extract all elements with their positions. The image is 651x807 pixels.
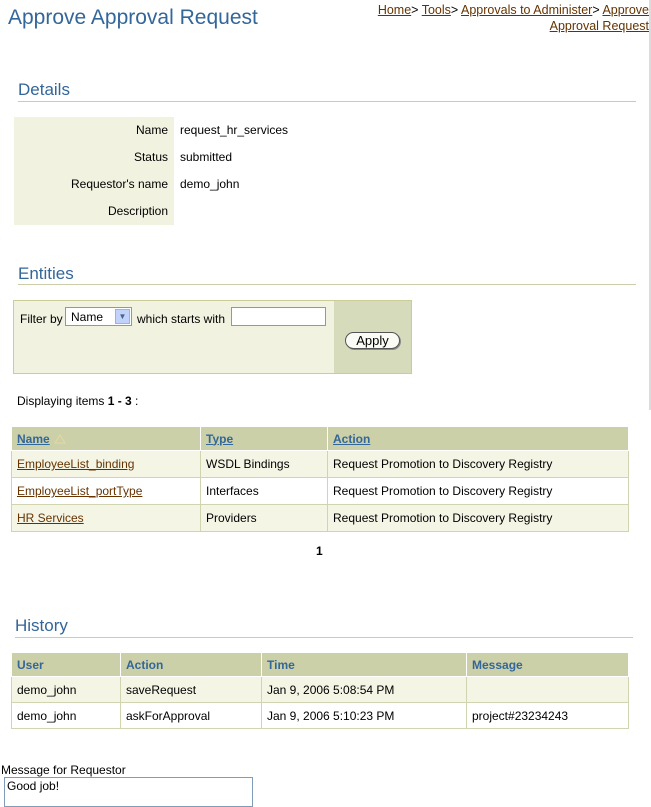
entity-name-cell xyxy=(12,505,201,532)
page-number: 1 xyxy=(316,544,323,558)
details-label: Description xyxy=(107,204,168,218)
breadcrumb xyxy=(349,2,649,34)
column-header-type[interactable] xyxy=(201,427,328,451)
history-user-cell: demo_john xyxy=(12,703,121,729)
details-row-name xyxy=(14,117,344,144)
entity-action-cell: Request Promotion to Discovery Registry xyxy=(328,478,629,505)
column-header-user: User xyxy=(12,653,121,677)
breadcrumb-separator: > xyxy=(411,3,419,17)
entity-name-cell xyxy=(12,478,201,505)
entity-type-cell: WSDL Bindings xyxy=(201,451,328,478)
details-title: Details xyxy=(18,80,70,99)
details-label: Requestor's name xyxy=(70,177,168,191)
details-value: submitted xyxy=(180,150,233,164)
sort-name-link[interactable]: Name xyxy=(17,431,50,446)
breadcrumb-current[interactable]: Approve Approval Request xyxy=(549,3,649,33)
sort-type-link[interactable]: Type xyxy=(206,431,234,446)
entities-divider xyxy=(18,284,636,285)
details-label: Status xyxy=(133,150,168,164)
starts-with-label: which starts with xyxy=(137,312,226,326)
display-prefix: Displaying items xyxy=(17,394,108,408)
page-title: Approve Approval Request xyxy=(8,6,258,29)
details-row-requestor xyxy=(14,171,344,198)
message-for-requestor-input[interactable]: Good job! xyxy=(4,777,253,807)
entity-name-cell xyxy=(12,451,201,478)
entity-action-cell: Request Promotion to Discovery Registry xyxy=(328,505,629,532)
entity-name-link[interactable]: HR Services xyxy=(17,511,84,525)
column-header-action: Action xyxy=(121,653,262,677)
history-action-cell: saveRequest xyxy=(121,677,262,703)
breadcrumb-approvals[interactable]: Approvals to Administer xyxy=(461,3,593,17)
display-count xyxy=(17,394,138,408)
entities-table xyxy=(11,426,629,532)
table-row xyxy=(12,505,629,532)
breadcrumb-separator: > xyxy=(450,3,459,17)
entity-name-link[interactable]: EmployeeList_portType xyxy=(17,484,143,498)
chevron-down-icon[interactable]: ▼ xyxy=(115,309,130,324)
history-message-cell: project#23234243 xyxy=(467,703,629,729)
table-row xyxy=(12,451,629,478)
history-action-cell: askForApproval xyxy=(121,703,262,729)
table-header-row xyxy=(12,427,629,451)
details-row-status xyxy=(14,144,344,171)
breadcrumb-home[interactable]: Home xyxy=(377,3,412,17)
table-header-row xyxy=(12,653,629,677)
display-range: 1 - 3 xyxy=(107,394,132,408)
table-row xyxy=(12,677,629,703)
column-header-name[interactable] xyxy=(12,427,201,451)
message-for-requestor-label: Message for Requestor xyxy=(1,763,126,777)
entity-type-cell: Providers xyxy=(201,505,328,532)
column-header-time: Time xyxy=(262,653,467,677)
table-row xyxy=(12,478,629,505)
filter-by-label: Filter by xyxy=(20,312,63,326)
history-divider xyxy=(15,637,633,638)
sort-action-link[interactable]: Action xyxy=(333,431,371,446)
entities-title: Entities xyxy=(18,264,74,283)
breadcrumb-separator: > xyxy=(592,3,600,17)
entity-action-cell: Request Promotion to Discovery Registry xyxy=(328,451,629,478)
entity-name-link[interactable]: EmployeeList_binding xyxy=(17,457,135,471)
breadcrumb-tools[interactable]: Tools xyxy=(421,3,451,17)
details-label: Name xyxy=(135,123,168,137)
sort-ascending-icon xyxy=(54,433,66,443)
history-title: History xyxy=(15,616,68,635)
column-header-action[interactable] xyxy=(328,427,629,451)
filter-field-value: Name xyxy=(71,310,104,324)
history-table xyxy=(11,652,629,729)
table-row xyxy=(12,703,629,729)
details-value: request_hr_services xyxy=(180,123,289,137)
entity-type-cell: Interfaces xyxy=(201,478,328,505)
display-suffix: : xyxy=(131,394,139,408)
history-message-cell xyxy=(467,677,629,703)
details-value: demo_john xyxy=(180,177,240,191)
history-time-cell: Jan 9, 2006 5:10:23 PM xyxy=(262,703,467,729)
details-divider xyxy=(18,101,636,102)
apply-button[interactable]: Apply xyxy=(345,332,400,349)
column-header-message: Message xyxy=(467,653,629,677)
filter-field-select[interactable] xyxy=(65,307,132,326)
filter-text-input[interactable] xyxy=(231,307,326,326)
history-time-cell: Jan 9, 2006 5:08:54 PM xyxy=(262,677,467,703)
details-row-description xyxy=(14,198,344,225)
history-user-cell: demo_john xyxy=(12,677,121,703)
